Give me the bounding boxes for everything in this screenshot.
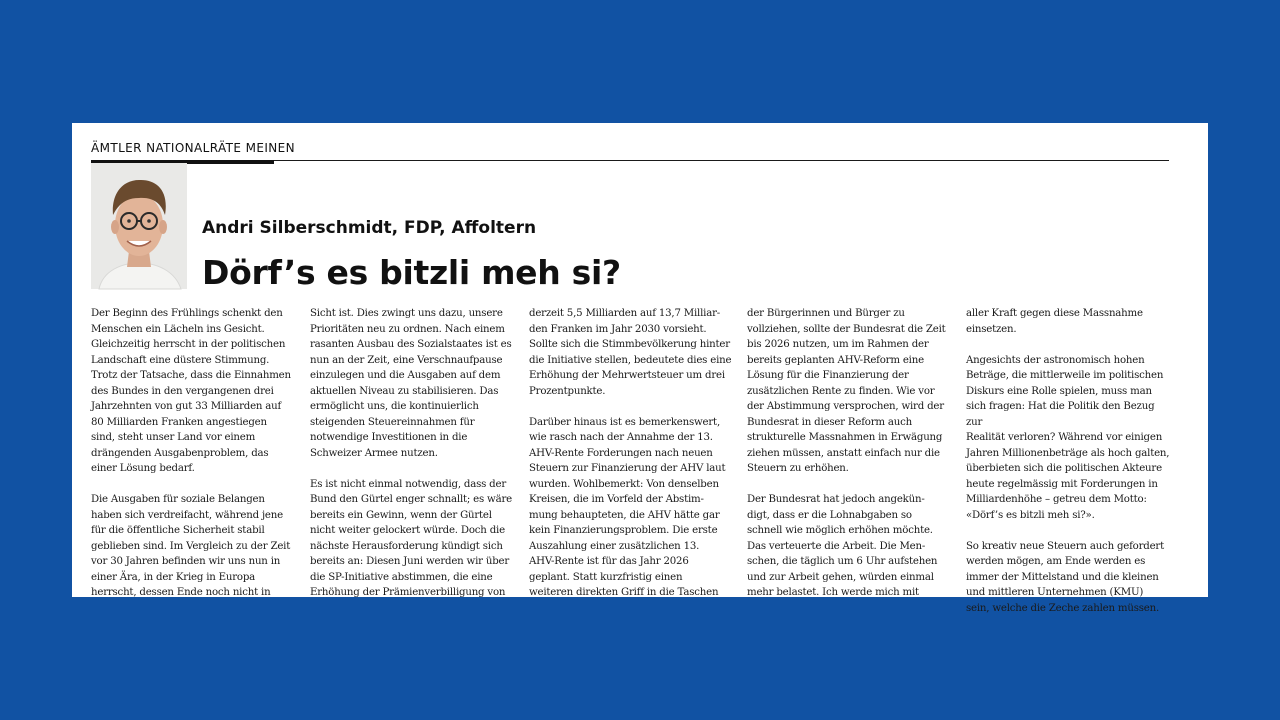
- article-column-1: [91, 306, 296, 596]
- paragraph: Darüber hinaus ist es bemerkenswert, wie rasch nach der Annahme der 13. AHV-Rente Forderungen nach neuen Steuern zur Finanzierung der AHV laut wurden. Wohlbemerkt: Von denselben Kreisen, die im Vorfeld der Abstim- mung behaupteten, die AHV hätte gar kein Finanzierungsproblem. Die erste Auszahlung einer zusätzlichen 13. AHV-Rente ist für das Jahr 2026 geplant. Statt kurzfristig einen weiteren direkten Griff in die Taschen: [529, 416, 726, 598]
- paragraph: aller Kraft gegen diese Massnahme einsetzen.: [966, 308, 1143, 335]
- article-headline: Dörf’s es bitzli meh si?: [202, 253, 621, 292]
- paragraph: derzeit 5,5 Milliarden auf 13,7 Milliar- den Franken im Jahr 2030 vorsieht. Sollte sich die Stimmbevölkerung hinter die Initiative stellen, bedeutete dies eine Erhöhung der Mehrwertsteuer um drei Prozentpunkte.: [529, 308, 732, 397]
- author-portrait: [91, 163, 187, 289]
- author-byline: Andri Silberschmidt, FDP, Affoltern: [202, 218, 537, 238]
- paragraph: der Bürgerinnen und Bürger zu vollziehen, sollte der Bundesrat die Zeit bis 2026 nutzen, um im Rahmen der bereits geplanten AHV-Reform eine Lösung für die Finanzierung der zusätzlichen Rente zu finden. Wie vor der Abstimmung versprochen, wird der Bundesrat in dieser Reform auch strukturelle Massnahmen in Erwägung ziehen müssen, anstatt einfach nur die Steuern zu erhöhen.: [747, 308, 946, 474]
- newspaper-clipping: [72, 123, 1208, 614]
- article-column-2: [310, 306, 515, 596]
- article-column-5: [966, 306, 1171, 614]
- rubric-label: ÄMTLER NATIONALRÄTE MEINEN: [91, 141, 296, 155]
- paragraph: Es ist nicht einmal notwendig, dass der Bund den Gürtel enger schnallt; es wäre bereits ein Gewinn, wenn der Gürtel nicht weiter gelockert würde. Doch die nächste Herausforderung kündigt sich bereits an: Diesen Juni werden wir über die SP-Initiative abstimmen, die eine Erhöhung der Prämienverbilligung von: [310, 478, 512, 598]
- article-column-3: [529, 306, 734, 596]
- paragraph: Sicht ist. Dies zwingt uns dazu, unsere Prioritäten neu zu ordnen. Nach einem rasanten Ausbau des Sozialstaates ist es nun an der Zeit, eine Verschnaufpause einzulegen und die Ausgaben auf dem aktuellen Niveau zu stabilisieren. Das ermöglicht uns, die kontinuierlich steigenden Steuereinnahmen für notwendige Investitionen in die Schweizer Armee nutzen.: [310, 308, 512, 459]
- paragraph: So kreativ neue Steuern auch gefordert werden mögen, am Ende werden es immer der Mittelstand und die kleinen und mittleren Unternehmen (KMU) sein, welche die Zeche zahlen müssen.: [966, 540, 1165, 614]
- paragraph: Der Bundesrat hat jedoch angekün- digt, dass er die Lohnabgaben so schnell wie möglich erhöhen möchte. Das verteuerte die Arbeit. Die Men- schen, die täglich um 6 Uhr aufstehen und zur Arbeit gehen, würden einmal mehr belastet. Ich werde mich mit: [747, 494, 938, 598]
- article-column-4: [747, 306, 952, 596]
- section-rubric: [91, 140, 1169, 161]
- paragraph: Die Ausgaben für soziale Belangen haben sich verdreifacht, während jene für die öffentliche Sicherheit stabil geblieben sind. Im Vergleich zu der Zeit vor 30 Jahren befinden wir uns nun in einer Ära, in der Krieg in Europa herrscht, dessen Ende noch nicht in: [91, 494, 291, 598]
- paragraph: Angesichts der astronomisch hohen Beträge, die mittlerweile im politischen Diskurs eine Rolle spielen, muss man sich fragen: Hat die Politik den Bezug zur Realität verloren? Während vor einigen Jahren Millionenbeträge als hoch galten, überbieten sich die politischen Akteure heute regelmässig mit Forderungen in Milliardenhöhe – getreu dem Motto: «Dörf’s es bitzli meh si?».: [966, 354, 1170, 521]
- paragraph: Der Beginn des Frühlings schenkt den Menschen ein Lächeln ins Gesicht. Gleichzeitig herrscht in der politischen Landschaft eine düstere Stimmung. Trotz der Tatsache, dass die Einnahmen des Bundes in den vergangenen drei Jahrzehnten von gut 33 Milliarden auf 80 Milliarden Franken angestiegen sind, steht unser Land vor einem drängenden Ausgabenproblem, das einer Lösung bedarf.: [91, 308, 291, 474]
